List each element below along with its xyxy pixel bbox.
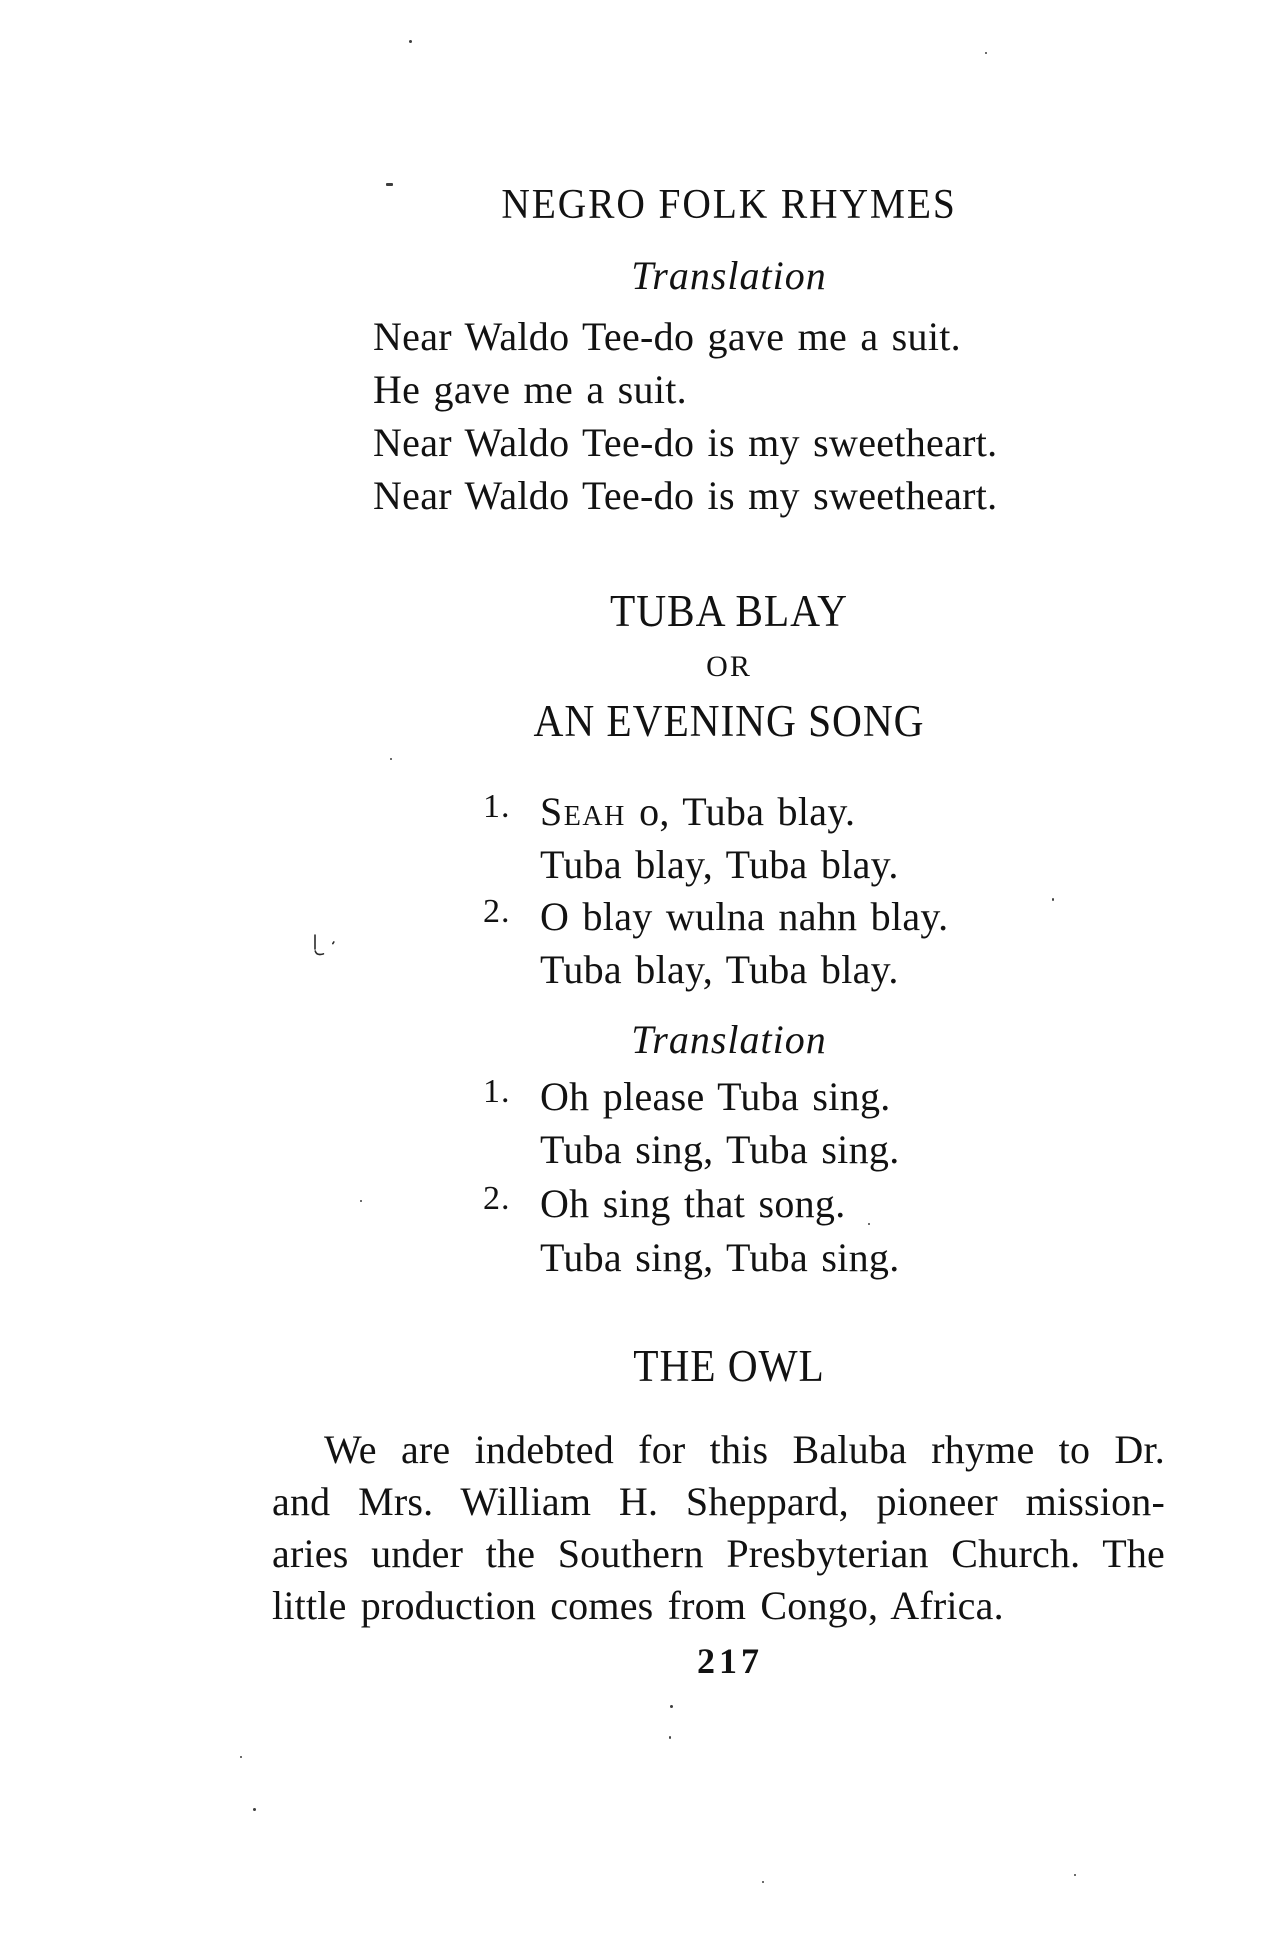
scan-speck: [1052, 898, 1054, 901]
running-header: NEGRO FOLK RHYMES: [501, 182, 957, 228]
verse-text: Tuba blay, Tuba blay.: [540, 842, 899, 887]
page-number: 217: [697, 1641, 763, 1681]
paragraph-line: and Mrs. William H. Sheppard, pioneer mission-: [272, 1479, 1165, 1524]
translation-label-2: Translation: [631, 1017, 827, 1062]
verse-number: 2.: [483, 893, 511, 930]
paragraph-line: aries under the Southern Presbyterian Church. The: [272, 1531, 1165, 1576]
scan-speck: [670, 1705, 673, 1708]
section-title-tuba-blay: TUBA BLAY: [610, 586, 848, 636]
verse-line: He gave me a suit.: [373, 367, 687, 412]
verse-text: Tuba sing, Tuba sing.: [540, 1235, 900, 1280]
verse-number: 2.: [483, 1180, 511, 1217]
pencil-check-mark-annotation: [312, 934, 346, 962]
verse-text: Oh sing that song.: [540, 1181, 846, 1226]
section-title-the-owl: THE OWL: [633, 1341, 825, 1391]
scan-speck: [390, 758, 392, 760]
or-label: OR: [706, 650, 752, 683]
verse-number: 1.: [483, 788, 511, 825]
verse-text: Seah o, Tuba blay.: [540, 789, 856, 834]
scan-speck: [669, 1736, 671, 1739]
scan-speck: [1074, 1874, 1076, 1876]
verse-line: Near Waldo Tee-do is my sweetheart.: [373, 473, 998, 518]
scan-speck: [762, 1881, 764, 1883]
verse-number: 1.: [483, 1073, 511, 1110]
verse-line: Near Waldo Tee-do gave me a suit.: [373, 314, 961, 359]
scan-speck: [409, 40, 412, 43]
section-subtitle-evening-song: AN EVENING SONG: [533, 696, 925, 746]
scan-speck: [360, 1200, 362, 1202]
verse-text: Tuba blay, Tuba blay.: [540, 947, 899, 992]
verse-text: Oh please Tuba sing.: [540, 1074, 891, 1119]
translation-label-1: Translation: [631, 253, 827, 298]
scan-speck: [240, 1756, 242, 1758]
scan-speck: [985, 52, 987, 54]
scan-speck: [253, 1808, 256, 1811]
paragraph-line: We are indebted for this Baluba rhyme to Dr.: [324, 1427, 1165, 1472]
paragraph-line: little production comes from Congo, Africa.: [272, 1583, 1004, 1628]
scan-speck: [386, 183, 393, 186]
scan-speck: [868, 1223, 870, 1225]
verse-text: O blay wulna nahn blay.: [540, 894, 949, 939]
verse-line: Near Waldo Tee-do is my sweetheart.: [373, 420, 998, 465]
owl-paragraph: [272, 1424, 1165, 1632]
verse-text: Tuba sing, Tuba sing.: [540, 1127, 900, 1172]
